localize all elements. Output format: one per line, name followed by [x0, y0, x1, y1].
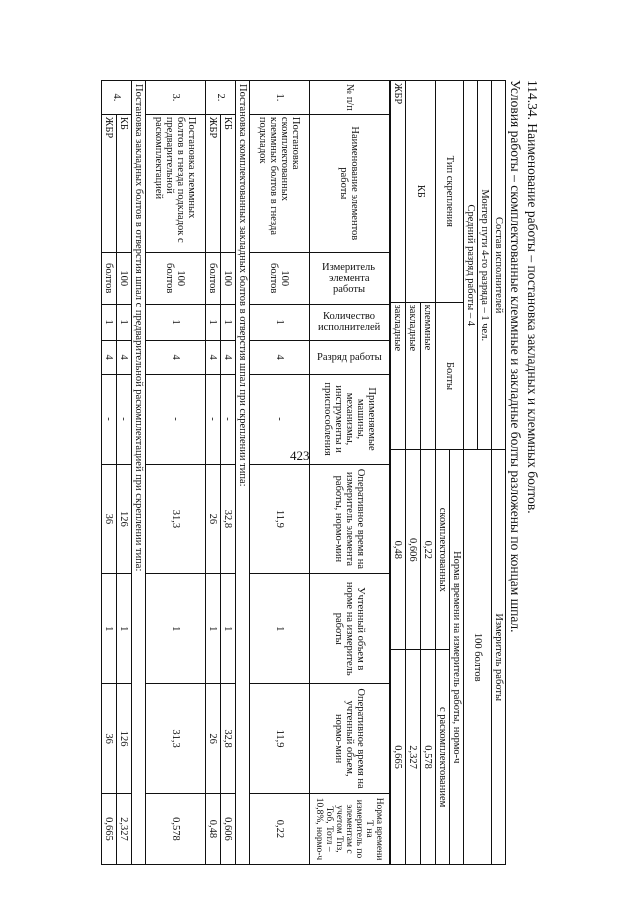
row-machines: -: [206, 374, 221, 464]
fastening-type-zhbr: ЖБР: [391, 81, 406, 303]
row-machines: -: [250, 374, 310, 464]
bolt-kind: закладные: [391, 302, 406, 450]
bolt-kind: клеммные: [421, 302, 436, 450]
row-name: КБ: [117, 114, 132, 252]
header-num: № п/п: [310, 81, 390, 115]
row-norm: 0,606: [221, 793, 236, 864]
header-unit: Измеритель элемента работы: [310, 252, 390, 304]
row-op-time-volume: 31,3: [146, 684, 206, 794]
row-norm: 0,48: [206, 793, 221, 864]
row-name: Постановка скомплектованных клеммных болтов в гнезда подкладок: [250, 114, 310, 252]
row-op-time: 32,8: [221, 464, 236, 574]
row-machines: -: [221, 374, 236, 464]
row-norm: 0,578: [146, 793, 206, 864]
row-grade: 4: [221, 340, 236, 374]
section-heading: Постановка закладных болтов в отверстия шпал с предварительной раскомплектацией при скреплении типа:: [132, 81, 146, 865]
header-op-time: Оперативное время на измеритель элемента работы, нормо-мин: [310, 464, 390, 574]
bolt-kind: закладные: [406, 302, 421, 450]
row-grade: 4: [102, 340, 117, 374]
row-norm: 2,327: [117, 793, 132, 864]
row-workers: 1: [117, 304, 132, 340]
meter-value: 100 болтов: [464, 450, 492, 865]
row-workers: 1: [206, 304, 221, 340]
row-grade: 4: [117, 340, 132, 374]
crew-line-1: Монтер пути 4-го разряда – 1 чел.: [478, 81, 492, 450]
header-grade: Разряд работы: [310, 340, 390, 374]
row-op-time: 126: [117, 464, 132, 574]
row-name: Постановка клеммных болтов в гнезда подкладок с предварительной раскомплектацией: [146, 114, 206, 252]
norm-assembled: 0,606: [406, 450, 421, 650]
rotated-page-content: [60, 80, 540, 865]
row-op-time-volume: 36: [102, 684, 117, 794]
norm-on-site: 0,578: [421, 650, 436, 865]
row-unit: болтов: [102, 252, 117, 304]
row-unit: 100 болтов: [146, 252, 206, 304]
work-elements-table: [101, 80, 390, 865]
header-op-time-volume: Оперативное время на учтенный объем, нормо-мин: [310, 684, 390, 794]
row-grade: 4: [250, 340, 310, 374]
norm-assembled: 0,22: [421, 450, 436, 650]
row-op-time-volume: 11,9: [250, 684, 310, 794]
row-machines: -: [102, 374, 117, 464]
row-workers: 1: [102, 304, 117, 340]
row-unit: 100: [221, 252, 236, 304]
row-name: ЖБР: [206, 114, 221, 252]
row-op-time: 31,3: [146, 464, 206, 574]
norm-on-site: 0,665: [391, 650, 406, 865]
crew-line-2: Средний разряд работы – 4: [464, 81, 478, 450]
row-norm: 0,22: [250, 793, 310, 864]
fastening-type-label: Тип скрепления: [436, 81, 464, 303]
row-op-time: 26: [206, 464, 221, 574]
row-workers: 1: [250, 304, 310, 340]
row-volume: 1: [221, 574, 236, 684]
header-name: Наименование элементов работы: [310, 114, 390, 252]
row-norm: 0,665: [102, 793, 117, 864]
work-conditions: Условия работы – скомплектованные клеммные и закладные болты разложены по концам шпал.: [508, 80, 523, 633]
header-workers: Количество исполнителей: [310, 304, 390, 340]
header-norm: Норма времени Т на измеритель по элементам с учетом Тпз, Тоб, Тотл – 10,8%, нормо-ч: [310, 793, 390, 864]
row-machines: -: [146, 374, 206, 464]
row-op-time-volume: 26: [206, 684, 221, 794]
row-op-time-volume: 126: [117, 684, 132, 794]
row-unit: болтов: [206, 252, 221, 304]
norm-label: Норма времени на измеритель работы, нормо-ч: [450, 450, 464, 865]
row-name: КБ: [221, 114, 236, 252]
row-op-time-volume: 32,8: [221, 684, 236, 794]
fastening-type-kb: КБ: [406, 81, 436, 303]
row-num: 3.: [146, 81, 206, 115]
row-grade: 4: [146, 340, 206, 374]
row-op-time: 36: [102, 464, 117, 574]
row-grade: 4: [206, 340, 221, 374]
row-num: 1.: [250, 81, 310, 115]
document-title: 114.34. Наименование работы – постановка закладных и клеммных болтов.: [525, 80, 540, 514]
bolts-label: Болты: [436, 302, 464, 450]
norm-on-site: 2,327: [406, 650, 421, 865]
crew-header: Состав исполнителей: [492, 81, 506, 450]
row-workers: 1: [221, 304, 236, 340]
row-unit: 100: [117, 252, 132, 304]
section-heading: Постановка скомплектованных закладных болтов в отверстия шпал при скреплении типа:: [236, 81, 250, 865]
meter-header: Измеритель работы: [492, 450, 506, 865]
row-volume: 1: [206, 574, 221, 684]
row-name: ЖБР: [102, 114, 117, 252]
header-volume: Учтенный объем в норме на измеритель работы: [310, 574, 390, 684]
crew-and-norms-table: [390, 80, 506, 865]
header-machines: Применяемые машины, механизмы, инструменты и приспособления: [310, 374, 390, 464]
row-unit: 100 болтов: [250, 252, 310, 304]
col-assembled: скомплектованных: [436, 450, 450, 650]
norm-assembled: 0,48: [391, 450, 406, 650]
row-workers: 1: [146, 304, 206, 340]
row-machines: -: [117, 374, 132, 464]
row-num: 4.: [102, 81, 132, 115]
row-volume: 1: [250, 574, 310, 684]
row-op-time: 11,9: [250, 464, 310, 574]
page-number: 423: [290, 448, 310, 463]
row-volume: 1: [117, 574, 132, 684]
col-on-site: с раскомплектованием: [436, 650, 450, 865]
row-num: 2.: [206, 81, 236, 115]
row-volume: 1: [102, 574, 117, 684]
row-volume: 1: [146, 574, 206, 684]
